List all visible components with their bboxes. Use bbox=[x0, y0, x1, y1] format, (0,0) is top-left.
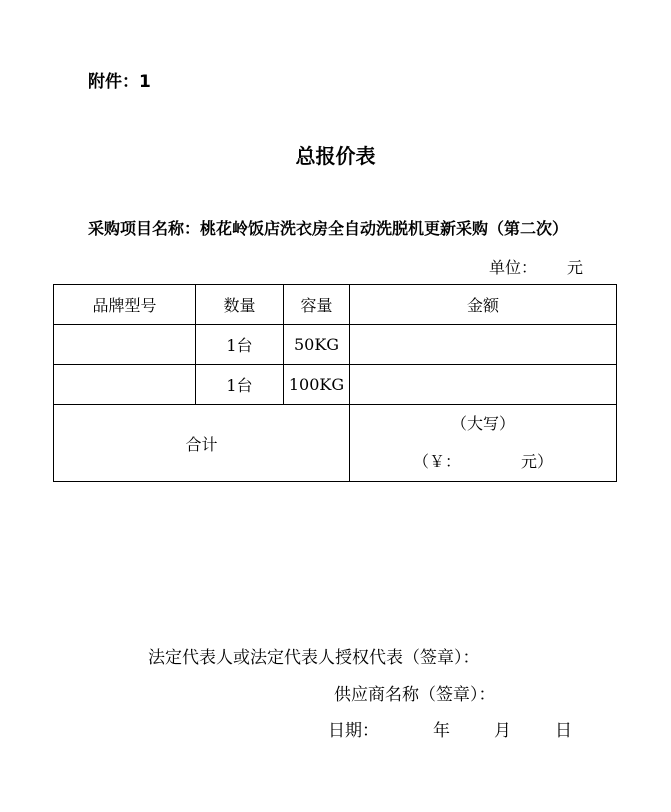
table-row bbox=[54, 365, 617, 405]
quantity-cell: 1台 bbox=[196, 325, 284, 365]
date-day: 日 bbox=[555, 721, 572, 741]
date-label: 日期： bbox=[328, 721, 379, 741]
yen-suffix: 元） bbox=[521, 452, 554, 471]
yen-amount-line bbox=[413, 443, 553, 481]
unit-line bbox=[489, 255, 583, 278]
date-line bbox=[328, 716, 572, 741]
header-quantity: 数量 bbox=[196, 285, 284, 325]
unit-label: 单位： bbox=[489, 258, 538, 277]
capacity-cell: 100KG bbox=[284, 365, 350, 405]
amount-cell[interactable] bbox=[350, 365, 617, 405]
project-name: 采购项目名称：桃花岭饭店洗衣房全自动洗脱机更新采购（第二次） bbox=[88, 219, 569, 238]
capacity-cell: 50KG bbox=[284, 325, 350, 365]
attachment-label: 附件：1 bbox=[88, 72, 151, 92]
total-row bbox=[54, 405, 617, 482]
yen-prefix: （￥： bbox=[412, 452, 461, 471]
amount-cell[interactable] bbox=[350, 325, 617, 365]
page-title: 总报价表 bbox=[295, 144, 376, 168]
brand-model-cell[interactable] bbox=[54, 365, 196, 405]
header-amount: 金额 bbox=[350, 285, 617, 325]
unit-currency: 元 bbox=[567, 258, 584, 277]
total-amount-cell[interactable] bbox=[350, 405, 617, 482]
uppercase-amount-label: （大写） bbox=[450, 414, 515, 433]
supplier-signature: 供应商名称（签章）： bbox=[334, 685, 496, 705]
date-month: 月 bbox=[494, 721, 511, 741]
quote-table bbox=[53, 284, 617, 482]
brand-model-cell[interactable] bbox=[54, 325, 196, 365]
quantity-cell: 1台 bbox=[196, 365, 284, 405]
header-brand-model: 品牌型号 bbox=[54, 285, 196, 325]
total-label: 合计 bbox=[54, 405, 350, 482]
table-header-row bbox=[54, 285, 617, 325]
legal-representative-signature: 法定代表人或法定代表人授权代表（签章）： bbox=[148, 648, 480, 668]
table-row bbox=[54, 325, 617, 365]
header-capacity: 容量 bbox=[284, 285, 350, 325]
date-year: 年 bbox=[433, 721, 450, 741]
